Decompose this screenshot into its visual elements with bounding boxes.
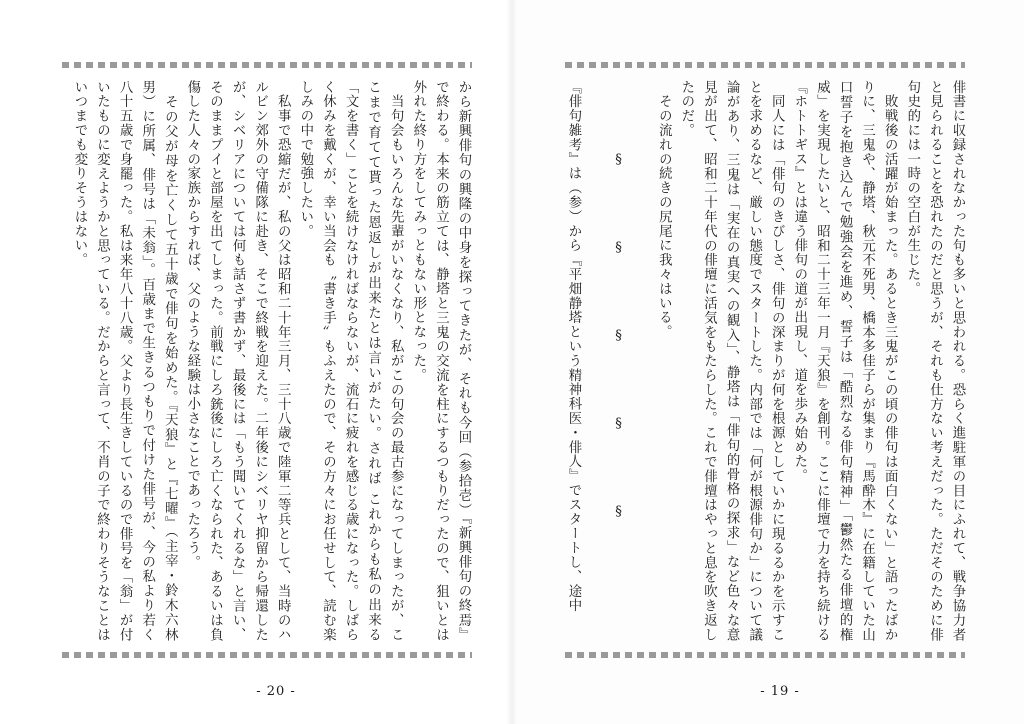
top-dotted-rule [565, 62, 965, 68]
right-page-body-text: 俳書に収録されなかった句も多いと思われる。恐らく進駐軍の目にふれて、戦争協力者と見られることを恐れたのだと思うが、それも仕方ない考えだった。ただそのために俳句史的には一時の空白が生じた。 敗戦後の活躍が始まった。あるとき三鬼がこの頃の俳句は面白くない」と語ったばかりに、三鬼や、静塔、秋元不死男、橋本多佳子らが集まり『馬酔木』に在籍していた山口誓子を抱き込んで勉強会を進め、誓子は「酷烈なる俳句精神」「鬱然たる俳壇的権威」を実現したいと、昭和二十三年一月『天狼』を創刊。ここに俳壇で力を持ち続ける『ホトトギス』とは違う俳句の道が出現し、道を歩み始めた。 同人には「俳句のきびしさ、俳句の深まりが何を根源としていかに現るるかを示すことを求めるなど、厳しい態度でスタートした。内部では「何が根源俳句か」について議論があり、三鬼は「実在の真実への観入」、静塔は「俳句的骨格の探求」など色々な意見が出て、昭和二十年代の俳壇に活気をもたらした。これで俳壇はやっと息を吹き返したのだ。 その流れの続きの尻尾に我々はいる。 § § § § § 『俳句雑考』は（参）から『平畑静塔という精神科医・俳人』でスタートし、途中 [565, 80, 965, 642]
bottom-dotted-rule [565, 652, 965, 658]
left-page-body-text: から新興俳句の興隆の中身を探ってきたが、それも今回（参拾壱）『新興俳句の終焉』で終わる。本来の筋立ては、静塔と三鬼の交流を柱にするつもりだったので、狙いとは外れた終り方をしてみっともない形となった。 当句会もいろんな先輩がいなくなり、私がこの句会の最古参になってしまったが、ここまで育てて貰った恩返しが出来たとは言いがたい。されば これからも私の出来る「文を書く」ことを続けなければならないが、流石に疲れを感じる歳になった。しばらく休みを戴くが、幸い当会も〝書き手〟もふえたので、その方々にお任せして、読む楽しみの中で勉強したい。 私事で恐縮だが、私の父は昭和二十年三月、三十八歳で陸軍二等兵として、当時のハルビン郊外の守備隊に赴き、そこで終戦を迎えた。二年後にシベリヤ抑留から帰還したが、シベリアについては何も話さず書かず、最後には「もう聞いてくれるな」と言い、そのままプイと部屋を出てしまった。前戦にしろ銃後にしろ亡くなられた、あるいは負傷した人々の家族からすれば、父のような経験は小さなことであったろう。 その父が母を亡くして五十歳で俳句を始めた。『天狼』と『七曜』（主宰・鈴木六林男）に所属、俳号は「未翁」。百歳まで生きるつもりで付けた俳号が、今の私より若く八十五歳で身罷った。私は来年八十八歳。父より長生きしているので俳号を「翁」が付いたものに変えようかと思っている。だからと言って、不肖の子で終わりそうなことはいつまでも変りそうはない。 [71, 80, 471, 642]
left-page-number: - 20 - [256, 684, 296, 699]
right-page-number: - 19 - [760, 684, 800, 699]
